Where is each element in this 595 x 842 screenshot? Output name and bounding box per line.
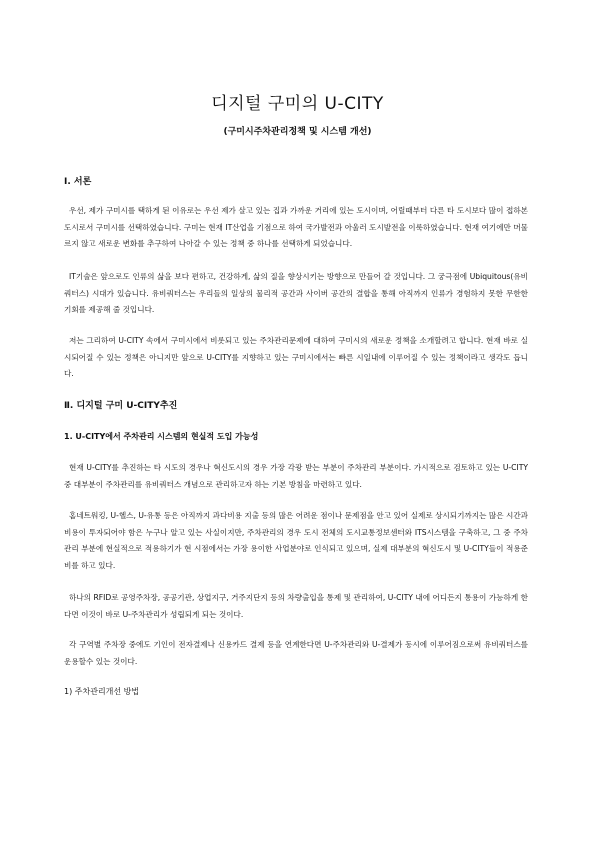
section-1-paragraph: 저는 그리하여 U-CITY 속에서 구미시에서 비롯되고 있는 주차관리문제에 대하여 구미시의 새로운 정책을 소개할려고 합니다. 현재 바로 실시되어질 수 있는 정책은 아니지만 앞으로 U-CITY를 지향하고 있는 구미시에서는 빠른 시일내에 이루어질 수 있는 정책이라고 생각도 듭니다. [64, 336, 528, 378]
section-2-paragraph: 홈네트워킹, U-헬스, U-유통 등은 아직까지 과다비용 지출 등의 많은 어려운 점이나 문제점을 안고 있어 실제로 상시되기까지는 많은 시간과 비용이 투자되어야 함은 누구나 알고 있는 사실이지만, 주차관리의 경우 도시 전체의 도시교통정보센터와 ITS시스템을 구축하고, 그 중 주차관리 부분에 현실적으로 적용하기가 현 시점에서는 가장 용이한 사업분야로 인식되고 있으며, 실제 대부분의 혁신도시 및 U-CITY들이 적용준비를 하고 있다. [64, 511, 528, 570]
section-2-paragraph: 현재 U-CITY를 추진하는 타 시도의 경우나 혁신도시의 경우 가장 각광 받는 부분이 주차관리 부분이다. 가시적으로 검토하고 있는 U-CITY 중 대부분이 주차관리를 유비쿼터스 개념으로 관리하고자 하는 기본 방침을 마련하고 있다. [64, 463, 528, 489]
section-2-heading: Ⅱ. 디지털 구미 U-CITY추진 [64, 401, 178, 411]
section-1-paragraph: IT기술은 앞으로도 인류의 삶을 보다 편하고, 건강하게, 삶의 질을 향상시키는 방향으로 만들어 갈 것입니다. 그 궁극점에 Ubiquitous(유비쿼터스) 시대가 있습니다. 유비쿼터스는 우리들의 일상의 물리적 공간과 사이버 공간의 결합을 통해 아직까지 인류가 경험하지 못한 무한한 기회를 제공해 줄 것입니다. [64, 272, 528, 314]
list-item-heading: 1) 주차관리개선 방법 [64, 687, 140, 696]
section-1-heading: Ⅰ. 서론 [64, 177, 92, 187]
document-subtitle: (구미시주차관리정책 및 시스템 개선) [223, 127, 372, 137]
section-2-paragraph: 하나의 RFID로 공영주차장, 공공기관, 상업지구, 거주지단지 등의 차량출입을 통제 및 관리하여, U-CITY 내에 어디든지 통용이 가능하게 한다면 이것이 바로 U-주차관리가 성립되게 되는 것이다. [64, 593, 528, 619]
section-1-paragraph: 우선, 제가 구미시를 택하게 된 이유로는 우선 제가 살고 있는 집과 가까운 거리에 있는 도시이며, 어릴때부터 다른 타 도시보다 많이 접하본 도시로서 구미시를 선택하였습니다. 구미는 현재 IT산업을 기점으로 하여 국가발전과 아울러 도시발전을 이룩하였습니다. 현재 여기에만 머물르지 않고 새로운 변화를 추구하여 나아갈 수 있는 정책 중 하나를 선택하게 되었습니다. [64, 206, 528, 248]
section-2-subheading: 1. U-CITY에서 주차관리 시스템의 현실적 도입 가능성 [64, 432, 259, 441]
section-2-paragraph: 각 구역별 주차장 중에도 기인이 전자결제나 신용카드 결제 등을 연계한다면 U-주차관리와 U-결제가 동시에 이루어짐으로써 유비쿼터스를 운용할수 있는 것이다. [64, 640, 528, 666]
document-title: 디지털 구미의 U-CITY [211, 94, 384, 114]
